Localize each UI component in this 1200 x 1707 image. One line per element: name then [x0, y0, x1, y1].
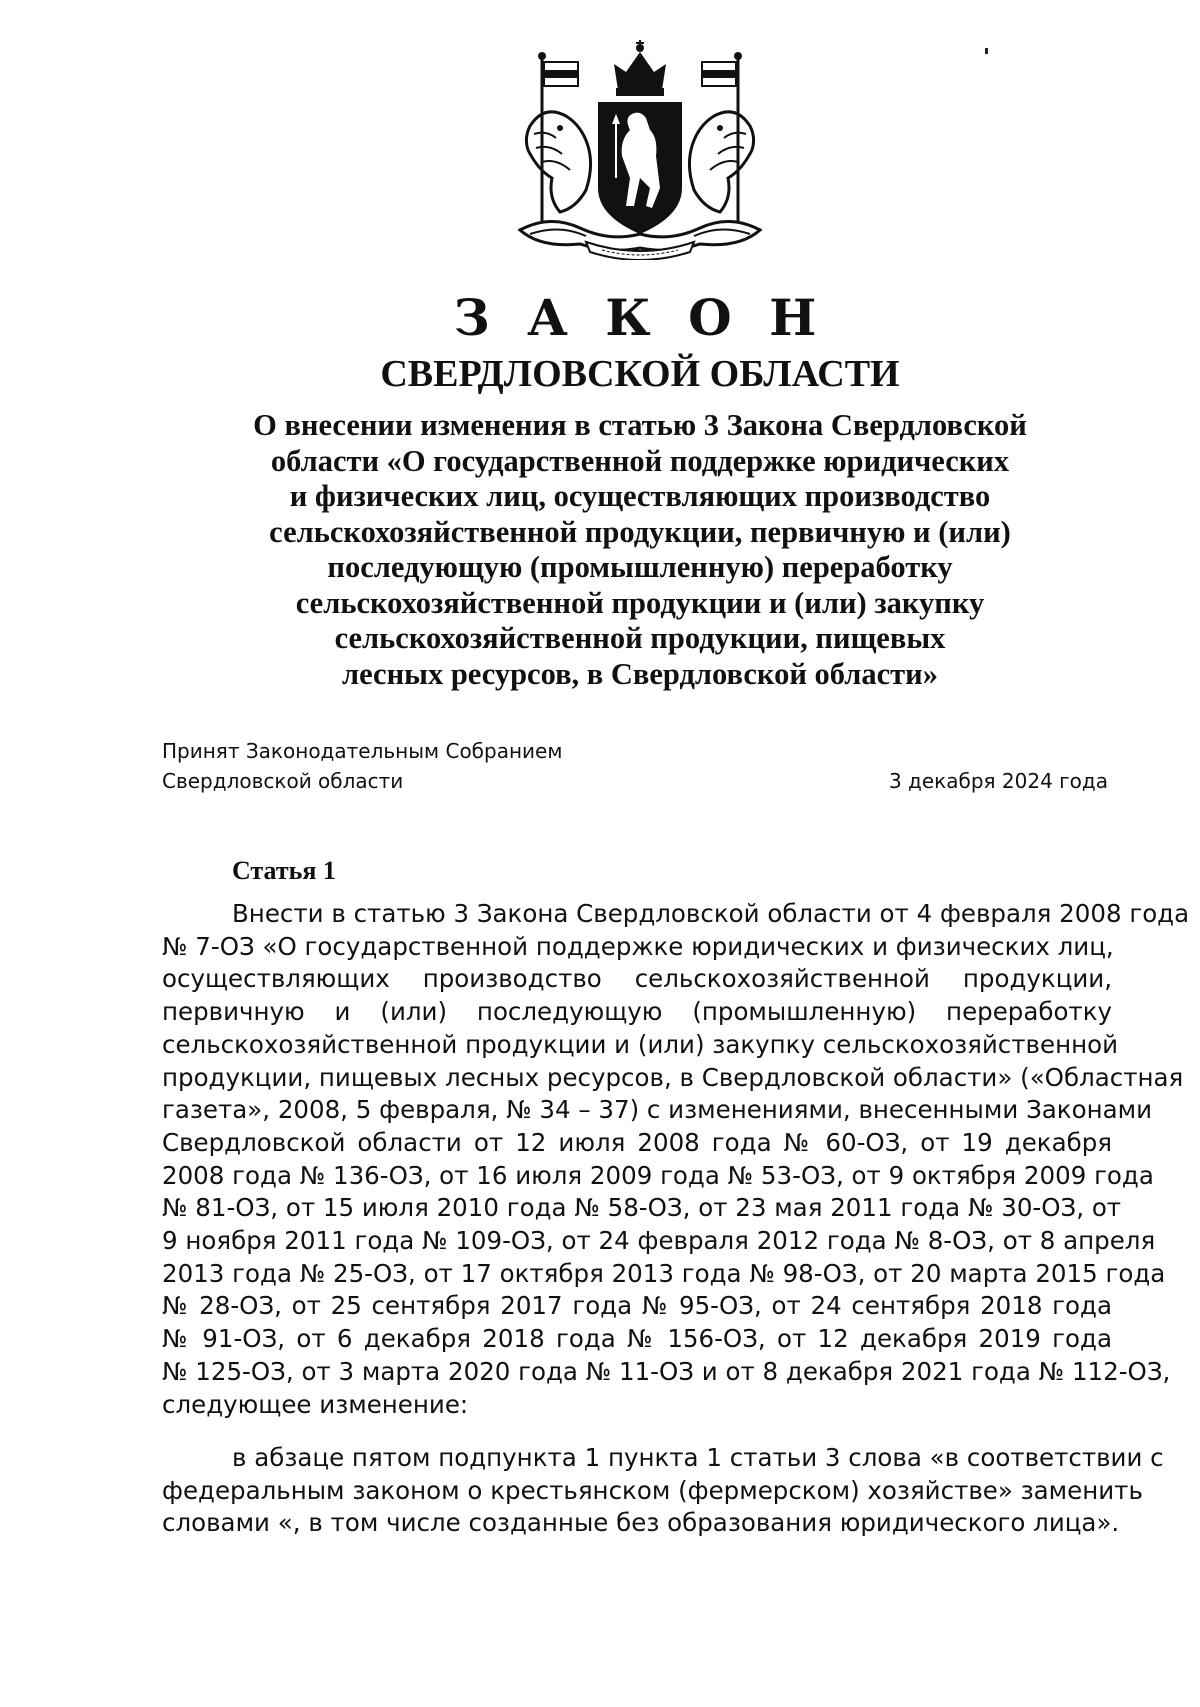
- paragraph-line: федеральным законом о крестьянском (фермерском) хозяйстве» заменить: [162, 1475, 1143, 1505]
- law-title: [140, 408, 1140, 692]
- article-paragraph-1: [162, 898, 1190, 1421]
- law-title-line: О внесении изменения в статью 3 Закона Свердловской: [253, 408, 1027, 442]
- paragraph-line: № 91-ОЗ, от 6 декабря 2018 года № 156-ОЗ, от 12 декабря 2019 года: [162, 1324, 1112, 1354]
- adoption-date: 3 декабря 2024 года: [888, 769, 1108, 793]
- law-title-line: лесных ресурсов, в Свердловской области»: [342, 656, 938, 691]
- paragraph-line: № 125-ОЗ, от 3 марта 2020 года № 11-ОЗ и от 8 декабря 2021 года № 112-ОЗ,: [162, 1356, 1171, 1386]
- law-title-line: сельскохозяйственной продукции и (или) закупку: [295, 585, 985, 620]
- law-title-line: сельскохозяйственной продукции, первичную и (или): [269, 514, 1011, 549]
- paragraph-line: словами «, в том числе созданные без образования юридического лица».: [162, 1508, 1120, 1538]
- law-title-line: области «О государственной поддержке юридических: [270, 443, 1010, 478]
- stray-mark: [985, 48, 988, 54]
- paragraph-line: 2008 года № 136-ОЗ, от 16 июля 2009 года № 53-ОЗ, от 9 октября 2009 года: [162, 1160, 1154, 1190]
- article-heading: Статья 1: [232, 856, 336, 885]
- document-region: СВЕРДЛОВСКОЙ ОБЛАСТИ: [380, 353, 900, 395]
- paragraph-line: 2013 года № 25-ОЗ, от 17 октября 2013 года № 98-ОЗ, от 20 марта 2015 года: [162, 1258, 1166, 1288]
- paragraph-line: 9 ноября 2011 года № 109-ОЗ, от 24 февраля 2012 года № 8-ОЗ, от 8 апреля: [162, 1226, 1156, 1256]
- law-title-line: сельскохозяйственной продукции, пищевых: [334, 621, 946, 655]
- law-title-line: последующую (промышленную) переработку: [327, 550, 953, 584]
- paragraph-line: Внести в статью 3 Закона Свердловской области от 4 февраля 2008 года: [232, 899, 1190, 928]
- law-title-line: и физических лиц, осуществляющих производство: [289, 479, 991, 513]
- adoption-note: [162, 736, 562, 796]
- paragraph-line: № 28-ОЗ, от 25 сентября 2017 года № 95-ОЗ, от 24 сентября 2018 года: [162, 1291, 1112, 1321]
- paragraph-line: сельскохозяйственной продукции и (или) закупку сельскохозяйственной: [162, 1029, 1119, 1059]
- adoption-line-1: Принят Законодательным Собранием: [162, 739, 563, 763]
- paragraph-line: Свердловской области от 12 июля 2008 года № 60-ОЗ, от 19 декабря: [162, 1127, 1112, 1157]
- article-paragraph-2: [162, 1442, 1164, 1540]
- paragraph-line: продукции, пищевых лесных ресурсов, в Свердловской области» («Областная: [162, 1062, 1184, 1092]
- paragraph-line: № 7-ОЗ «О государственной поддержке юридических и физических лиц,: [162, 931, 1114, 961]
- paragraph-line: следующее изменение:: [162, 1389, 469, 1419]
- paragraph-line: первичную и (или) последующую (промышленную) переработку: [162, 997, 1112, 1027]
- coat-of-arms-icon: [490, 38, 790, 260]
- paragraph-line: в абзаце пятом подпункта 1 пункта 1 статьи 3 слова «в соответствии с: [232, 1443, 1164, 1472]
- paragraph-line: № 81-ОЗ, от 15 июля 2010 года № 58-ОЗ, от 23 мая 2011 года № 30-ОЗ, от: [162, 1193, 1122, 1223]
- adoption-line-2: Свердловской области: [162, 769, 404, 793]
- paragraph-line: газета», 2008, 5 февраля, № 34 – 37) с изменениями, внесенными Законами: [162, 1095, 1153, 1125]
- paragraph-line: осуществляющих производство сельскохозяйственной продукции,: [162, 964, 1112, 994]
- document-title: З А К О Н: [453, 288, 827, 347]
